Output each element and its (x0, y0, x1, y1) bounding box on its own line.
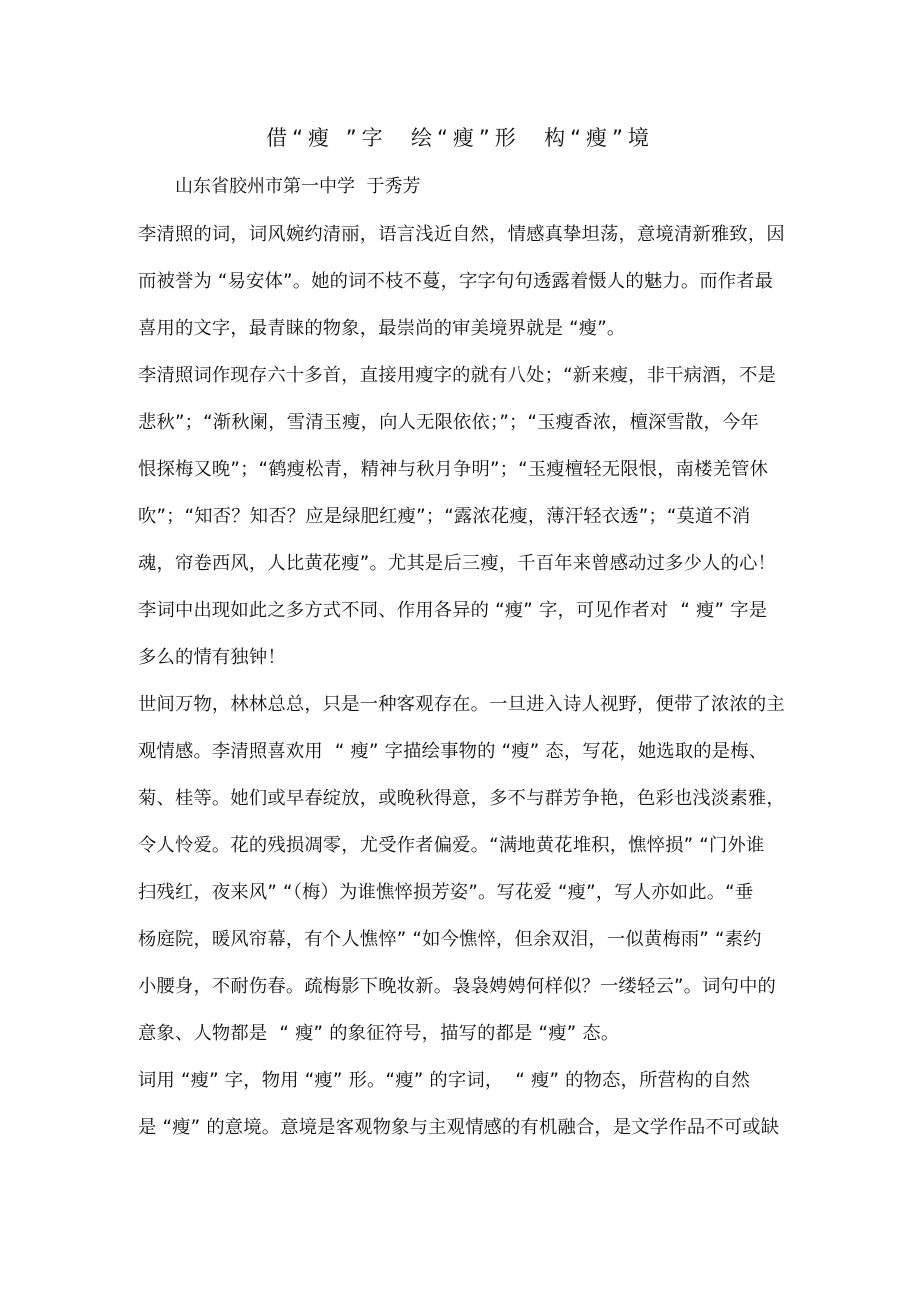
text-line: 词用 “瘦” 字，物用 “瘦” 形。“瘦” 的字词， “ 瘦” 的物态，所营构的自然 (138, 1070, 750, 1091)
text-line: 吹”；“知否？知否？应是绿肥红瘦”；“露浓花瘦，薄汗轻衣透”；“莫道不消 (138, 506, 751, 527)
text-line: 喜用的文字，最青睐的物象，最崇尚的审美境界就是 “瘦”。 (138, 318, 626, 339)
text-line: 观情感。李清照喜欢用 “ 瘦” 字描绘事物的 “瘦” 态，写花，她选取的是梅、 (138, 741, 768, 762)
text-line: 恨探梅又晚”；“鹤瘦松青，精神与秋月争明”；“玉瘦檀轻无限恨，南楼羌管休 (138, 459, 769, 480)
text-line: 悲秋”；“渐秋阑，雪清玉瘦，向人无限依依；”；“玉瘦香浓，檀深雪散，今年 (138, 412, 759, 433)
text-line: 多么的情有独钟！ (138, 647, 286, 668)
text-line: 而被誉为 “易安体”。她的词不枝不蔓，字字句句透露着慑人的魅力。而作者最 (138, 271, 774, 292)
text-line: 世间万物，林林总总，只是一种客观存在。一旦进入诗人视野，便带了浓浓的主 (138, 694, 785, 715)
text-line: 李词中出现如此之多方式不同、作用各异的 “瘦” 字，可见作者对 “ 瘦” 字是 (138, 600, 768, 621)
text-line: 李清照的词，词风婉约清丽，语言浅近自然，情感真挚坦荡，意境清新雅致，因 (138, 224, 785, 245)
text-line: 李清照词作现存六十多首，直接用瘦字的就有八处；“新来瘦，非干病酒，不是 (138, 365, 777, 386)
text-line: 意象、人物都是 “ 瘦” 的象征符号，描写的都是 “瘦” 态。 (138, 1023, 620, 1044)
text-line: 小腰身，不耐伤春。疏梅影下晚妆新。袅袅娉娉何样似？一缕轻云”。词句中的 (138, 976, 777, 997)
text-line: 杨庭院，暖风帘幕，有个人憔悴” “如今憔悴，但余双泪，一似黄梅雨” “素约 (138, 929, 762, 950)
document-title: 借“瘦 ”字 绘“瘦”形 构“瘦”境 (266, 126, 654, 150)
text-line: 魂，帘卷西风，人比黄花瘦”。尤其是后三瘦，千百年来曾感动过多少人的心！ (138, 553, 777, 574)
document-body (138, 220, 793, 1160)
text-line: 令人怜爱。花的残损凋零，尤受作者偏爱。“满地黄花堆积，憔悴损” “门外谁 (138, 835, 765, 856)
document-author: 山东省胶州市第一中学 于秀芳 (175, 176, 421, 197)
text-line: 菊、桂等。她们或早春绽放，或晚秋得意，多不与群芳争艳，色彩也浅淡素雅， (138, 788, 785, 809)
text-line: 是 “瘦” 的意境。意境是客观物象与主观情感的有机融合，是文学作品不可或缺 (138, 1117, 780, 1138)
text-line: 扫残红，夜来风” “（梅）为谁憔悴损芳姿”。写花爱 “瘦”，写人亦如此。“垂 (138, 882, 754, 903)
